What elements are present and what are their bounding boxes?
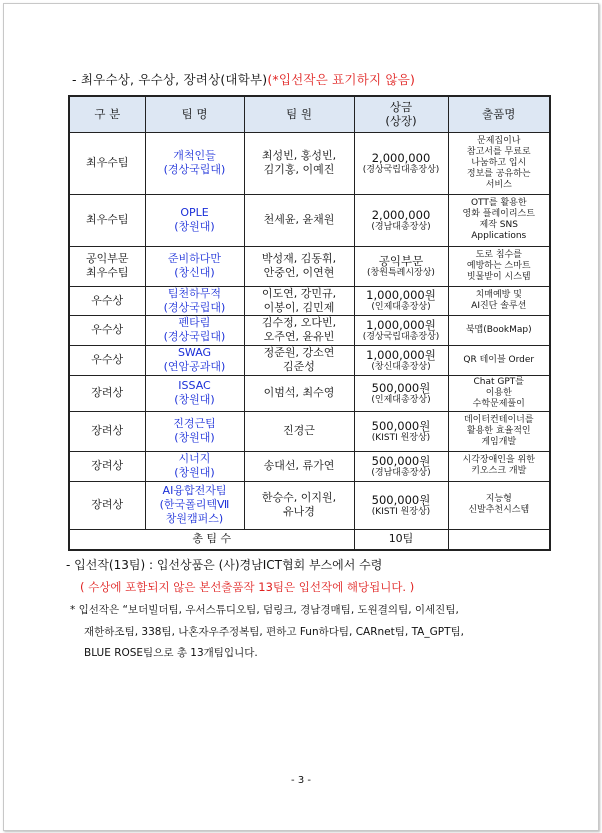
members-cell: 이범석, 최수영	[244, 375, 354, 411]
prize-cell	[354, 411, 448, 451]
prize-cell	[354, 345, 448, 375]
prize-amount: 500,000원	[371, 453, 431, 468]
category-cell: 장려상	[69, 481, 145, 529]
col-header-category: 구 분	[69, 96, 145, 132]
heading-text: 최우수상, 우수상, 장려상(대학부)	[80, 72, 268, 87]
prize-cell	[354, 246, 448, 286]
work-title-cell: 치매예방 및 AI진단 솔루션	[448, 286, 550, 315]
table-header-row	[69, 96, 550, 132]
prize-amount: 2,000,000	[371, 207, 431, 222]
prize-amount: 1,000,000원	[366, 317, 436, 332]
team-cell: 개척인들 (경상국립대)	[145, 132, 244, 194]
table-row	[69, 451, 550, 481]
work-title-cell: 도로 침수를 예방하는 스마트 빗물받이 시스템	[448, 246, 550, 286]
awards-table	[68, 95, 551, 551]
members-cell: 이도연, 강민규, 이봉이, 김민제	[244, 286, 354, 315]
members-cell: 정준원, 강소연 김준성	[244, 345, 354, 375]
team-cell: 시너지 (창원대)	[145, 451, 244, 481]
table-row	[69, 481, 550, 529]
total-blank	[448, 529, 550, 550]
category-cell: 우수상	[69, 345, 145, 375]
note-line-4: 재한하조팀, 338팀, 나혼자우주정복팀, 편하고 Fun하다팀, CARnet팀, TA_GPT팀,	[84, 626, 464, 638]
members-cell: 천세윤, 윤채원	[244, 194, 354, 246]
team-cell: AI융합전자팀 (한국폴리텍Ⅶ 창원캠퍼스)	[145, 481, 244, 529]
category-cell: 우수상	[69, 315, 145, 345]
work-title-cell: 데이터컨테이너를 활용한 효율적인 게임개발	[448, 411, 550, 451]
team-cell: 펜타림 (경상국립대)	[145, 315, 244, 345]
team-cell: SWAG (연암공과대)	[145, 345, 244, 375]
table-row	[69, 375, 550, 411]
category-cell: 장려상	[69, 375, 145, 411]
members-cell: 최성빈, 홍성빈, 김기홍, 이예진	[244, 132, 354, 194]
table-row	[69, 246, 550, 286]
work-title-cell: 북맵(BookMap)	[448, 315, 550, 345]
col-header-team: 팀 명	[145, 96, 244, 132]
note-line-2: ( 수상에 포함되지 않은 본선출품작 13팀은 입선작에 해당됩니다. )	[80, 580, 415, 594]
prize-cell	[354, 481, 448, 529]
note-line-1: - 입선작(13팀) : 입선상품은 (사)경남ICT협회 부스에서 수령	[66, 558, 383, 572]
note-line-3: * 입선작은 “보더빌더팀, 우서스튜디오팀, 덤링크, 경남경매팀, 도원결의팀, 이세진팀,	[70, 604, 459, 616]
prize-award-source: (KISTI 원장상)	[371, 432, 431, 443]
prize-cell	[354, 194, 448, 246]
prize-cell	[354, 132, 448, 194]
category-cell: 우수상	[69, 286, 145, 315]
prize-amount: 500,000원	[371, 380, 431, 395]
page-number: - 3 -	[291, 775, 311, 786]
work-title-cell: Chat GPT를 이용한 수학문제풀이	[448, 375, 550, 411]
category-cell: 장려상	[69, 451, 145, 481]
members-cell: 한승수, 이지원, 유나경	[244, 481, 354, 529]
prize-amount: 500,000원	[371, 492, 431, 507]
col-header-work: 출품명	[448, 96, 550, 132]
prize-award-source: (경남대총장상)	[371, 467, 431, 478]
team-cell: 진경근팀 (창원대)	[145, 411, 244, 451]
team-cell: 준비하다만 (창신대)	[145, 246, 244, 286]
table-row	[69, 194, 550, 246]
table-row	[69, 345, 550, 375]
table-row	[69, 286, 550, 315]
members-cell: 김수정, 오다빈, 오주연, 윤유빈	[244, 315, 354, 345]
prize-award-source: (경상국립대총장상)	[362, 164, 440, 175]
prize-award-source: (KISTI 원장상)	[371, 506, 431, 517]
work-title-cell: 시각장애인을 위한 키오스크 개발	[448, 451, 550, 481]
prize-award-source: (인제대총장상)	[371, 302, 431, 312]
team-cell: 팀천하무적 (경상국립대)	[145, 286, 244, 315]
members-cell: 진경근	[244, 411, 354, 451]
category-cell: 장려상	[69, 411, 145, 451]
prize-award-source: (창신대총장상)	[371, 361, 431, 372]
heading-note: (*입선작은 표기하지 않음)	[267, 72, 416, 87]
note-line-5: BLUE ROSE팀으로 총 13개팀입니다.	[84, 647, 258, 659]
prize-amount: 1,000,000원	[366, 288, 436, 302]
category-cell: 최우수팀	[69, 132, 145, 194]
category-cell: 공익부문 최우수팀	[69, 246, 145, 286]
prize-cell	[354, 315, 448, 345]
section-heading	[72, 70, 415, 88]
prize-amount: 공익부문	[378, 253, 424, 268]
prize-cell	[354, 286, 448, 315]
team-cell: ISSAC (창원대)	[145, 375, 244, 411]
table-row	[69, 315, 550, 345]
prize-cell	[354, 375, 448, 411]
prize-amount: 1,000,000원	[366, 347, 436, 362]
prize-award-source: (경남대총장상)	[371, 221, 431, 232]
table-row	[69, 132, 550, 194]
heading-dash: -	[72, 72, 77, 87]
members-cell: 박성재, 김동휘, 안중언, 이연현	[244, 246, 354, 286]
members-cell: 송대선, 류가연	[244, 451, 354, 481]
work-title-cell: 지능형 신발추천시스템	[448, 481, 550, 529]
work-title-cell: 문제집이나 참고서를 무료로 나눔하고 입시 정보를 공유하는 서비스	[448, 132, 550, 194]
col-header-members: 팀 원	[244, 96, 354, 132]
prize-award-source: (창원특례시장상)	[367, 267, 435, 278]
work-title-cell: OTT를 활용한 영화 플레이리스트 제작 SNS Applications	[448, 194, 550, 246]
team-cell: OPLE (창원대)	[145, 194, 244, 246]
total-value: 10팀	[354, 529, 448, 550]
col-header-prize: 상금 (상장)	[354, 96, 448, 132]
prize-cell	[354, 451, 448, 481]
table-row	[69, 411, 550, 451]
prize-amount: 500,000원	[371, 418, 431, 433]
total-row	[69, 529, 550, 550]
work-title-cell: QR 테이블 Order	[448, 345, 550, 375]
prize-amount: 2,000,000	[371, 150, 431, 165]
prize-award-source: (경상국립대총장상)	[362, 331, 440, 342]
category-cell: 최우수팀	[69, 194, 145, 246]
total-label: 총 팀 수	[69, 529, 354, 550]
prize-award-source: (인제대총장상)	[371, 394, 431, 405]
